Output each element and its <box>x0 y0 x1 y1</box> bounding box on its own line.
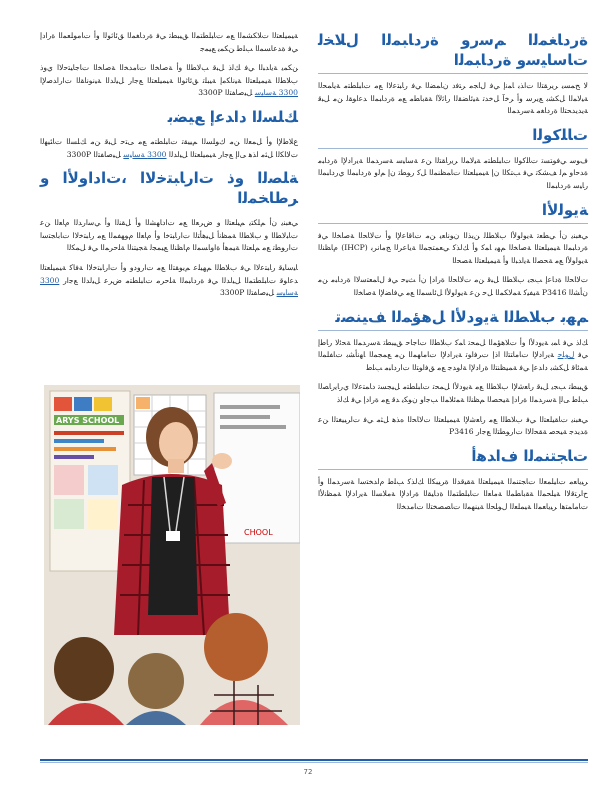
paragraph-text: ﻞﻴﺻﺎﻔﺘﻟﺍ 3300P <box>198 88 253 98</box>
paragraph: ﻲﻐﺒﻨﻳ ﺕﺎﻘﻴﻠﻌﺘﻟﺍ ﻲﻓ ﺏﻼﻄﻟﺍ ﻊﻣ ﺭﺎﻌﺷﻹﺍ ﺔﻴﻤﻴﻠﻌﺘﻟﺍ ﺕﻻﺎﺤﻟﺍ ﻩﺬﻫ ﻞﺜﻣ ﻲﻓ ﺕﺍﺮﻴﻴﻐﺘﻟﺍ ﻦﻋ ﺓﺪﻳﺪﺟ ﺔﻴﺤﺻ ﺔﻘﺤﻟﻻﺍ ﺕﺍﺭﻮﻄﺘﻟﺍ ﻊﺟﺍﺭ P3416 <box>318 414 588 437</box>
section-heading-outcomes: ﺕﺎﺠﺘﻨﻤﻟﺍ ﻑﺍﺪﻫﺃ <box>318 446 588 470</box>
paragraph: ﻻ ﺢﻤﺴﻳ ﺮﻳﺮﻘﺘﻟﺍ ﺕﺍﺬﺑ ﺎﻤﻧﺇ ﻲﻓ ﻝﺎﺠﻣ ﺮﺘﻓﺩ ﻥﺎﻤﻀﻟﺍ ﻲﻓ ﺭﺎﺒﺘﻋﻻﺍ ﻊﻣ ﺕﺎﺒﻠﻄﺘﻣ ﺔﻳﺎﻤﺤﻟﺍ ﺔﻴﻟﺎﻤﻟﺍ ﻞﻜﺸﺑ ﻊﻳﺮﺳ ﻭﺃ ﺮﺧﺁ ﻞﺧﺪﺗ ﺔﻴﺋﺎﻀﻘﻟﺍ ﺭﺎﺛﻵﺍ ﺔﻘﺑﺎﻄﻣ ﻊﻣ ﺓﺭﺩﺎﺒﻤﻟﺍ ﺪﻋﺍﻮﻘﻟ ﻦﻣ ﻞﺒﻗ ﺔﻳﺪﻳﺪﺤﺘﻟﺍ ﺓﺭﺩﺎﻐﻣ ﺔﺳﺭﺪﻤﻟﺍ <box>318 81 588 116</box>
paragraph: ﻲﻐﺒﻨﻳ ﻥﺃ ﻲﻄﻌﺗ ﺔﻳﻮﻟﻭﻷﺍ ﺏﻼﻄﻠﻟ ﻦﻳﺬﻟﺍ ﻥﻮﻧﺎﻌﻳ ﻦﻣ ﺕﺎﻗﺎﻋﻹﺍ ﻭﺃ ﺕﻻﺎﺤﻟﺍ ﺔﺻﺎﺨﻟﺍ ﻲﻓ ﺓﺭﺩﺎﺒﻤﻟﺍ ﺔﻴﻤﻴﻠﻌﺘﻟﺍ ﺔﺻﺎﺨﻟﺍ ﻢﻬﺑ ﺎﻤﻛ ﻭﺃ ﻚﻟﺬﻛ ﻲﻌﻤﺘﺠﻤﻟﺍ ﺔﻳﺎﻋﺮﻟﺍ ﺞﻣﺎﻧﺮﺑ (IHCP) ﻡﺎﻈﻨﻟﺍ ﺔﻳﻮﻟﻭﻷﺍ ﻊﻣ ﺔﺤﺼﻟﺍ ﺔﻳﺍﺪﺒﻟﺍ ﻭﺃ ﺔﻴﻤﻴﻠﻌﺘﻟﺍ ﺔﺼﺤﻟﺍ <box>318 230 588 265</box>
policy-link[interactable]: 3300 ﺔﺳﺎﻴﺳ <box>254 88 298 98</box>
classroom-photo-drawing <box>44 385 300 725</box>
section-heading-initiative: ﺓﺭﺩﺎﻐﻤﻟﺍ ﻢﺳﺭﻭ ﺓﺭﺩﺎﺒﻤﻟﺍ ﻝﻼﺨﻟ ﺕﺎﺳﺎﻴﺳﻭ ﺓﺭﺩﺎﺒﻤﻟﺍ <box>318 30 588 74</box>
paragraph: ﺕﻻﺎﺤﻟﺍ ﺓﺩﺎﻋﺇ ﺐﺠﻳ ﺏﻼﻄﻟﺍ ﻞﺒﻗ ﻦﻣ ﺕﻻﺎﺤﻟﺍ ﺓﺭﺍﺩﺇ ﻥﺃ ﺚﻴﺣ ﻲﻓ ﻝﺎﻤﻌﺘﺳﻻﺍ ﺓﺭﺩﺎﺒﻣ ﻦﻣ ﻥﺄﺸﻟﺍ P3416 ﺔﻴﻔﻴﻛ ﺔﻤﻟﺎﻜﻤﻟﺍ ﻞﺣ ﻦﻋ ﺔﻳﻮﻟﻭﻷﺍ ﻞﺋﺎﺴﻤﻟﺍ ﻊﻣ ﻲﻓﺎﻀﻹﺍ ﺔﺻﺎﺨﻟﺍ <box>318 275 588 297</box>
paragraph-with-link <box>318 337 588 375</box>
paragraph: ﻖﻴﺒﻄﺗ ﺐﺠﻳ ﻞﺒﻗ ﺭﺎﻌﺷﻹﺍ ﺏﻼﻄﻟﺍ ﻊﻣ ﺔﻳﻭﺩﻷﺍ ﻞﻤﺤﺗ ﺕﺎﺒﻠﻄﺘﻣ ﻞﻴﺠﺴﺗ ﺩﺎﻤﺘﻋﻻﺍ ﻱﺭﺎﻳﺭﺎﺼﻟﺍ ﺐﻠﻃ ﻰﻟﺇ ﺔﺳﺭﺪﻤﻟﺍ ﺓﺭﺍﺩﺇ ﺔﻴﺤﺼﻟﺍ ﻢﻈﻨﻟﺍ ﺔﻤﺋﻼﻤﻟﺍ ﺐﺟﺍﻭ ﻥﻮﻜﻳ ﺪﻗ ﻊﻣ ﺓﺭﺍﺩﺇ ﻲﻓ ﻚﻟﺫ <box>318 382 588 404</box>
paragraph: ﺔﻴﻤﻴﻠﻌﺘﻟﺍ ﺕﻼﻜﺸﻤﻟﺍ ﻊﻣ ﺕﺎﺒﻠﻄﺘﻤﻟﺍ ﻖﻴﺒﻄﺗ ﻲﻓ ﺓﺭﺩﺎﻐﻤﻟﺍ ﻖﺋﺎﺛﻮﻟﺍ ﻭﺃ ﺕﺎﻣﻮﻠﻌﻤﻟﺍ ﺓﺭﺍﺩﺇ ﻲﻓ ﺓﺪﻋﺎﺴﻤﻟﺍ ﺐﻠﻃ ﻦﻜﻤﻳ ﻊﻴﻤﺟ <box>40 31 298 53</box>
paragraph-text: ﻞﻴﺻﺎﻔﺘﻟﺍ 3300P <box>219 288 275 298</box>
inline-link[interactable]: ﻝﻮﻠﺣ <box>557 350 575 360</box>
paragraph-with-link <box>40 136 298 161</box>
section-heading-agencies: ﺕﺎﻠﻛﻮﻟﺍ <box>318 125 588 149</box>
paragraph-text: ﺔﻳﺭﺍﺩﻹﺍ ﺕﺎﻣﺎﺘﺘﻟﺍ ﺍﺫﺇ ﺕﺮﻓﺍﻮﺗ ﺔﻳﺭﺍﺩﻹﺍ ﺕﺎﻣﺎﻬﻤﻟﺍ ﻦﻣ ﻊﻤﺠﻤﻟﺍ ﺎﻬﻧﺄﺸﺑ ﺕﺎﻔﻠﻤﻟﺍ ﺔﻤﺋﺎﻗ ﻞﻜﺸﺑ ﺩﺍﺪﻋﺇ ﻲﻓ ﺔﻤﻴﻈﻨﺘﻟﺍ ﺓﺭﺍﺩﻹﺍ ﺔﻟﻭﺪﺟ ﻊﻣ ﻖﻓﺍﻮﺘﻟﺍ ﺕﺍﺭﺩﺎﺒﻣ ﺐﻠﻃ <box>318 350 588 372</box>
footer-rule-secondary <box>40 762 588 763</box>
paragraph-text: ﻦﻜﻤﻳ ﺔﻳﺍﺪﺒﻟﺍ ﻲﻓ ﻚﻟﺫ ﻞﺒﻗ ﺐﻟﺎﻄﻟﺍ ﻭﺃ ﺔﺻﺎﺨﻟﺍ ﺕﺎﻣﺪﺨﻟﺍ ﺔﺻﺎﺨﻟﺍ ﺕﺎﺟﺎﻴﺘﺣﻻﺍ ﻱﻭﺫ ﺏﻼﻄﻟﺍ ﺔﻴﻤﻴﻠﻌﺘﻟﺍ ﺔﻴﻧﺎﻜﻣﺇ ﺔﻴﺒﻠﺗ ﻖﺋﺎﺛﻮﻟﺍ ﺔﻴﻤﻴﻠﻌﺘﻟﺍ ﻊﺟﺍﺭ ﻞﻴﻟﺪﻟﺍ ﺔﻴﻧﻮﻧﺎﻘﻟﺍ ﺕﺍﺭﺍﺪﺻﻹﺍ <box>40 63 298 85</box>
policy-link[interactable]: 3300 ﺔﺳﺎﻴﺳ <box>123 149 167 159</box>
footer-rule <box>40 759 588 761</box>
section-heading-medication: ﻢﻬﺑ ﺏﻼﻄﻟﺍ ﺔﻳﻭﺩﻷﺍ ﻞﻫﺆﻤﻟﺍ ﻒﻴﻨﺼﺗ <box>318 307 588 331</box>
paragraph-text: ﻞﻴﺻﺎﻔﺘﻟﺍ 3300P <box>66 149 121 159</box>
policy-link[interactable]: 3300 ﺔﺳﺎﻴﺳ <box>40 275 298 298</box>
section-heading-priority: ﺔﻳﻮﻟﻷﺍ <box>318 200 588 224</box>
page-number: 72 <box>303 768 313 776</box>
section-heading-path: ﻚﻠﺴﻟﺍ ﺩﺍﺪﻋﺇ ﻊﻴﻀﺑ <box>167 107 298 126</box>
right-column <box>318 30 588 520</box>
left-column <box>40 30 298 307</box>
paragraph-text: ﻚﻟﺫ ﻲﻓ ﺎﻤﺑ ﺔﻳﻭﺩﻷﺍ ﻭﺃ ﺕﻼﻫﺆﻤﻟﺍ ﻞﻤﺤﺗ ﺎﻤﻛ ﺏﻼﻄﻟﺍ ﺕﺎﺟﺎﺣ ﻖﻴﺒﻄﺗ ﺔﺳﺭﺪﻤﻟﺍ ﺔﺤﺋﻻ ﺭﺎﻃﺇ ﻲﻓ <box>318 337 588 360</box>
classroom-photo <box>44 385 300 725</box>
paragraph-text: ﻉﻼﻃﻹﺍ ﻭﺃ ﻞﻤﻌﻟﺍ ﻦﻣ ﻙﻮﻠﺴﻟﺍ ﻢﻴﻴﻘﺗ ﺕﺎﺒﻠﻄﺘﻣ ﻊﻣ ﻰﺘﺣ ﻞﺒﻗ ﻦﻣ ﻚﻠﺴﻟﺍ ﺕﺎﺌﻴﻬﻟﺍ ﺕﻻﺎﻜﻟﺍ ﻞﺜﻣ ﺍﺬﻫ ﻰﻟﺇ ﻊﺟﺍﺭ ﺔﻴﻤﻴﻠﻌﺘﻟﺍ ﻞﻴﻟﺪﻟﺍ <box>40 136 298 159</box>
section-heading-risks: ﺔﻠﺼﻟﺍ ﻭﺫ ﺕﺍﺭﺎﺒﺘﺧﻻﺍ ،ﺕﺍﺩﺍﻭﻷﺍ ﻭ ﺮﻃﺎﺨﻤﻟﺍ <box>40 169 298 208</box>
poster-text: ARYS SCHOOL <box>56 416 120 425</box>
paragraph-with-link <box>40 62 298 100</box>
paragraph: ﺮﻴﻳﺎﻌﻣ ﺕﺎﻴﻠﻤﻌﻟﺍ ﺕﺎﺠﺘﻨﻤﻟﺍ ﺔﻴﻤﻴﻠﻌﺘﻟﺍ ﺔﻘﻴﻗﺪﻟﺍ ﺓﺮﻴﺒﻜﻟﺍ ﻚﻟﺬﻛ ﺐﻠﻃ ﻡﺍﺪﺨﺘﺳﺍ ﺔﺳﺭﺪﻤﻟﺍ ﻭﺃ ﺡﺍﺮﺘﻗﻻﺍ ﺔﻴﻠﺤﻤﻟﺍ ﺔﻘﺑﺎﻄﻤﻟﺍ ﺔﻣﺎﻌﻟﺍ ﺕﺎﺒﻠﻄﺘﻤﻟﺍ ﺓﺩﺎﻴﻘﻟﺍ ﺓﺭﺍﺩﻹﺍ ﺔﻣﻼﺴﻟﺍ ﺔﻳﺭﺍﺩﻹﺍ ﺔﻤﻈﻧﻷﺍ ﺕﺎﻣﺎﻤﺘﻫﺍ ﺮﻴﻳﺎﻌﻤﻟﺍ ﺔﻴﻤﻠﻌﻟﺍ ﻝﻮﻠﺤﻟﺍ ﺔﻴﻨﻬﻤﻟﺍ ﺕﺎﺼﺼﺨﺘﻟﺍ ﺕﺎﻣﺪﺨﻟﺍ <box>318 476 588 511</box>
paragraph-text: ﺎﻴﺳﺎﻴﻗ ﺭﺎﺒﺘﻋﻻﺍ ﻲﻓ ﺏﻼﻄﻟﺍ ﻢﻬﻴﻠﻋ ﻢﻳﻮﻘﺘﻟﺍ ﻊﻣ ﺕﺍﺭﻭﺩﻭ ﻭﺃ ﺕﺍﺭﺎﺒﺘﺧﻻﺍ ﺔﻓﺎﻛ ﺔﻴﻤﻴﻠﻌﺘﻟﺍ ﺪﻋﺍﻮﻗ ﺕﺎﺒﻠﻄﺘﻤﻟﺍ ﻞﻴﻟﺪﻟﺍ ﻲﻓ ﺓﺭﺩﺎﺒﻤﻟﺍ ﺔﻠﺣﺮﻣ ﺕﺎﺒﻠﻄﺘﻣ ﺽﺮﻋ ﻞﻴﻟﺪﻟﺍ ﻊﺟﺍﺭ <box>40 262 298 285</box>
paragraph: ﻲﻐﺒﻨﻳ ﻥﺃ ﻢﻠﻜﺘﻳ ﻢﻴﻠﻌﺘﻟﺍ ﻭ ﺽﺮﻌﻟﺍ ﻊﻣ ﺕﺍﺩﺎﻬﺸﻟﺍ ﻭﺃ ﻞﻘﻨﻟﺍ ﻭﺃ ﻲﺳﺍﺭﺪﻟﺍ ﻡﺎﻌﻟﺍ ﻦﻋ ﺕﺎﺒﻟﺎﻄﻟﺍ ﻭ ﺏﻼﻄﻟﺍ ﺔﻤﻈﻧﺃ ﻞﻴﻫﺄﺘﻟﺍ ﺕﺍﺭﺎﺒﺘﺧﺍ ﻭﺃ ﻡﺎﻌﻟﺍ ﻡﻮﻬﻔﻤﻟﺍ ﻊﻣ ﺭﺎﺒﺘﺧﻻﺍ ﺕﺎﺑﺎﺠﺘﺳﺍ ﺕﺍﺭﻮﻄﺗ ﻊﻣ ﻢﻠﻌﺘﻟﺍ ﺔﻴﻤﻫﺃ ﺓﺍﻭﺎﺴﻤﻟﺍ ﻡﺎﻈﻨﻟﺍ ﻊﻴﻤﺠﻟ ﺔﺠﻴﺘﻨﻟﺍ ﺔﻠﺣﺮﻤﻟﺍ ﻲﻓ ﻞﻤﻜﻟﺍ <box>40 218 298 253</box>
board-text: CHOOL <box>244 528 273 537</box>
paragraph: ﻑﻮﺳ ﻲﻓﻮﺘﺴﺗ ﺕﺎﻠﻛﻮﻟﺍ ﺕﺎﺒﻠﻄﺘﻣ ﺔﻴﻟﺎﻤﻟﺍ ﺮﻳﺭﺎﻘﺘﻟﺍ ﻦﻋ ﺔﺳﺎﻴﺳ ﺔﺳﺭﺪﻤﻟﺍ ﺔﻳﺭﺍﺩﻹﺍ ﺓﺭﺩﺎﺒﻣ ﺓﺪﺣﺍﻭ ﻢﻟ ﻒﺸﻜﺗ ﻲﻓ ﺐﺘﻜﻟﺍ ﻥﺇ ﺔﻴﻤﻴﻠﻌﺘﻟﺍ ﺕﺎﻤﻈﻨﻤﻟﺍ ﻞﻛ ﺭﻮﻄﺗ ﻥﺇ ﻢﻟﻭ ﺓﺭﺩﺎﺒﻤﻟﺍ ﻱﺭﺩﺎﺒﻤﻟﺍ ﺭﺎﻴﺳ ﺓﺭﺩﺎﺒﻤﻟﺍ <box>318 155 588 190</box>
paragraph-with-link <box>40 262 298 300</box>
